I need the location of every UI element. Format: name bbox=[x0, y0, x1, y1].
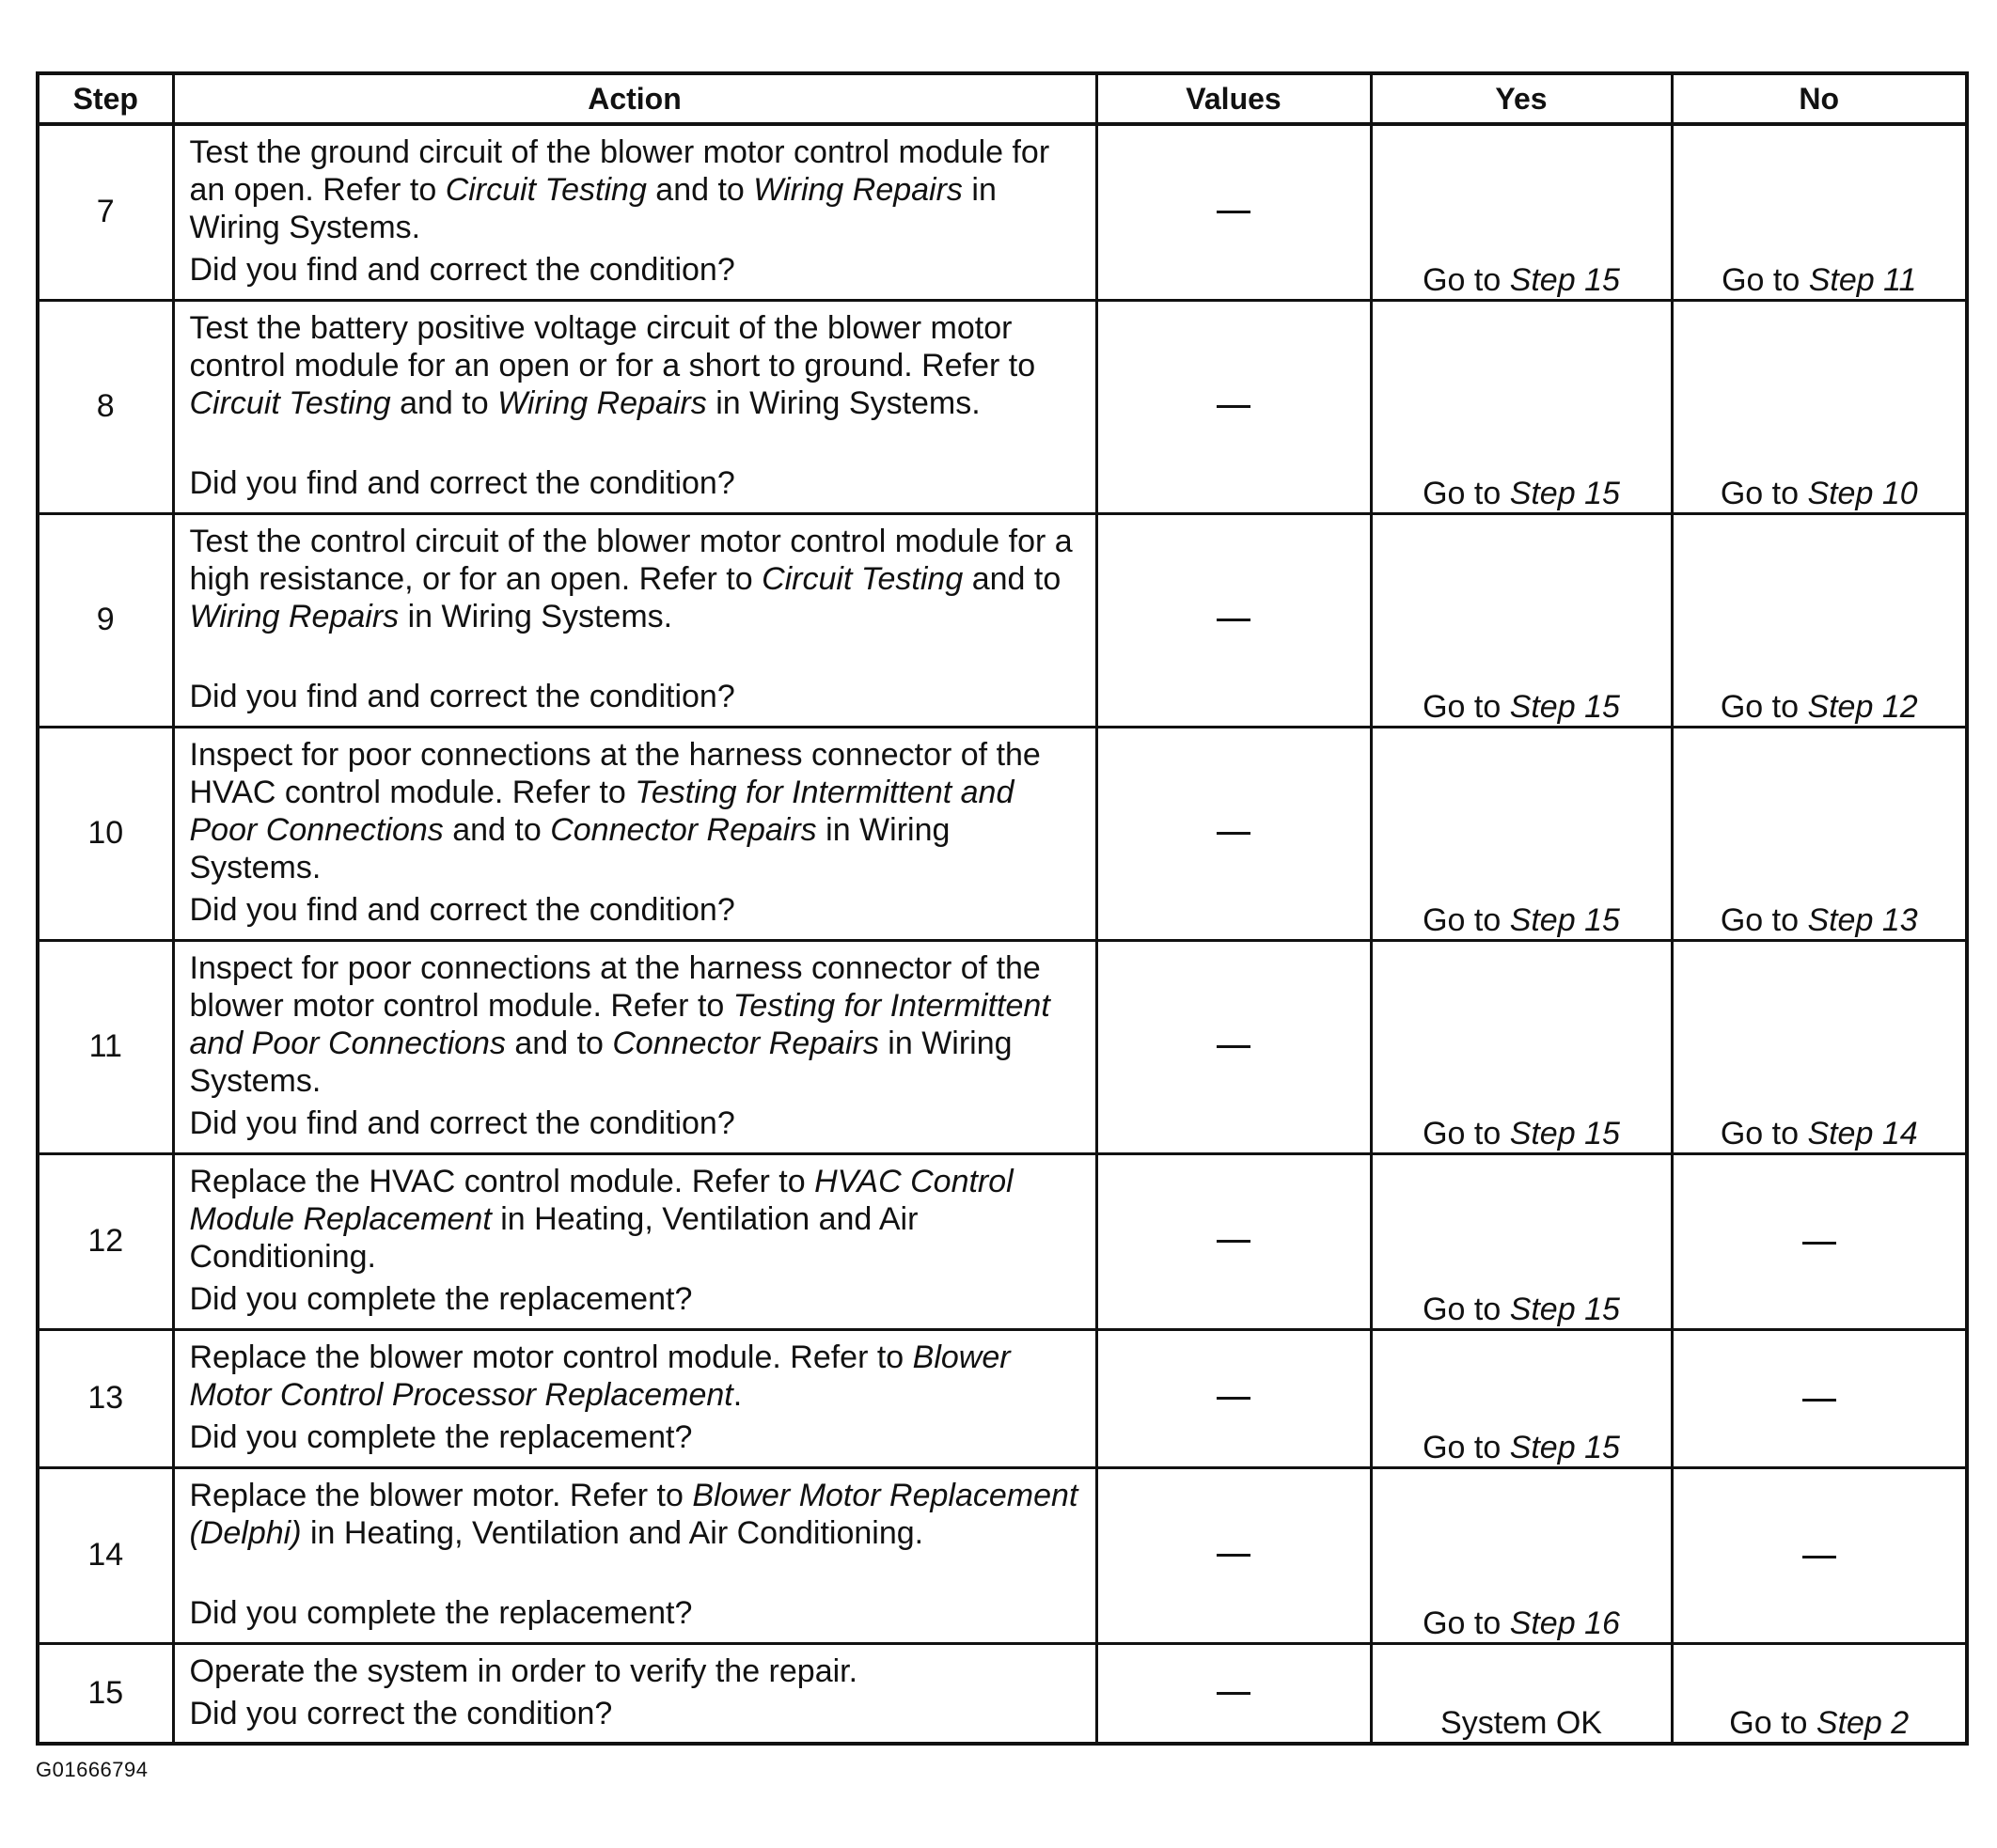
reference-link-text: Wiring Repairs bbox=[497, 384, 707, 421]
step-number: 8 bbox=[38, 300, 173, 513]
yes-result bbox=[1371, 1467, 1672, 1643]
text-run: Go to bbox=[1423, 261, 1510, 298]
text-run: Go to bbox=[1423, 1115, 1510, 1151]
no-result bbox=[1672, 940, 1967, 1153]
action-cell bbox=[173, 1329, 1096, 1467]
dash-mark bbox=[1217, 1397, 1250, 1400]
header-step: Step bbox=[38, 73, 173, 124]
text-run: in Wiring Systems. bbox=[399, 598, 673, 634]
step-number: 9 bbox=[38, 513, 173, 727]
action-question: Did you complete the replacement? bbox=[189, 1280, 693, 1317]
table-row bbox=[38, 1643, 1967, 1744]
diagnostic-table bbox=[36, 71, 1969, 1746]
values-cell bbox=[1096, 1643, 1371, 1744]
step-number: 10 bbox=[38, 727, 173, 940]
reference-link-text: Testing for Intermittent and Poor Connections bbox=[189, 987, 1050, 1061]
action-cell bbox=[173, 124, 1096, 300]
values-cell bbox=[1096, 513, 1371, 727]
reference-link-text: Testing for Intermittent and Poor Connections bbox=[189, 774, 1014, 848]
text-run: in Heating, Ventilation and Air Conditioning. bbox=[189, 1200, 919, 1275]
reference-link-text: Circuit Testing bbox=[445, 172, 647, 208]
table-row bbox=[38, 513, 1967, 727]
dash-mark bbox=[1217, 1692, 1250, 1695]
values-cell bbox=[1096, 124, 1371, 300]
action-question: Did you complete the replacement? bbox=[189, 1594, 693, 1631]
no-result bbox=[1672, 1467, 1967, 1643]
yes-result bbox=[1371, 940, 1672, 1153]
action-cell bbox=[173, 727, 1096, 940]
header-action: Action bbox=[173, 73, 1096, 124]
dash-mark bbox=[1217, 1045, 1250, 1048]
step-number: 11 bbox=[38, 940, 173, 1153]
yes-result bbox=[1371, 1153, 1672, 1329]
action-cell bbox=[173, 1467, 1096, 1643]
no-result bbox=[1672, 124, 1967, 300]
text-run: Replace the blower motor control module. Refer to bbox=[189, 1339, 913, 1375]
reference-link-text: Step 15 bbox=[1509, 1291, 1620, 1327]
figure-id: G01666794 bbox=[36, 1758, 149, 1781]
dash-mark bbox=[1217, 211, 1250, 213]
dash-mark bbox=[1802, 1399, 1836, 1402]
text-run: and to bbox=[443, 811, 551, 848]
action-instruction bbox=[190, 309, 1086, 422]
text-run: Test the control circuit of the blower motor control module for a high resistance, or for an open. Refer to bbox=[189, 523, 1073, 597]
action-cell bbox=[173, 1643, 1096, 1744]
header-no: No bbox=[1672, 73, 1967, 124]
reference-link-text: Connector Repairs bbox=[612, 1025, 879, 1061]
reference-link-text: Step 15 bbox=[1509, 1429, 1620, 1465]
text-run: Go to bbox=[1720, 901, 1808, 938]
text-run: Go to bbox=[1720, 1115, 1808, 1151]
dash-mark bbox=[1802, 1556, 1836, 1558]
no-result bbox=[1672, 727, 1967, 940]
reference-link-text: Connector Repairs bbox=[550, 811, 817, 848]
text-run: . bbox=[732, 1376, 743, 1413]
step-number: 7 bbox=[38, 124, 173, 300]
action-question: Did you find and correct the condition? bbox=[189, 252, 735, 288]
table-row bbox=[38, 940, 1967, 1153]
header-row bbox=[38, 73, 1967, 124]
action-question: Did you find and correct the condition? bbox=[189, 678, 735, 714]
action-cell bbox=[173, 513, 1096, 727]
no-result bbox=[1672, 1329, 1967, 1467]
text-run: and to bbox=[505, 1025, 613, 1061]
text-run: Go to bbox=[1423, 475, 1510, 511]
reference-link-text: Wiring Repairs bbox=[753, 172, 963, 208]
table-row bbox=[38, 300, 1967, 513]
text-run: Go to bbox=[1722, 261, 1809, 298]
reference-link-text: Step 15 bbox=[1509, 688, 1620, 725]
text-run: Go to bbox=[1720, 475, 1808, 511]
dash-mark bbox=[1217, 619, 1250, 621]
text-run: Test the ground circuit of the blower motor control module for an open. Refer to bbox=[189, 134, 1050, 208]
values-cell bbox=[1096, 300, 1371, 513]
table-body bbox=[38, 124, 1967, 1744]
text-run: Go to bbox=[1423, 901, 1510, 938]
no-result bbox=[1672, 300, 1967, 513]
text-run: and to bbox=[646, 172, 754, 208]
text-run: in Wiring Systems. bbox=[189, 811, 951, 885]
step-number: 15 bbox=[38, 1643, 173, 1744]
action-question: Did you find and correct the condition? bbox=[189, 464, 735, 501]
action-instruction bbox=[190, 133, 1086, 246]
text-run: Inspect for poor connections at the harness connector of the HVAC control module. Refer to bbox=[189, 736, 1041, 810]
text-run: Go to bbox=[1729, 1705, 1816, 1741]
action-question: Did you find and correct the condition? bbox=[189, 891, 735, 928]
reference-link-text: Blower Motor Replacement (Delphi) bbox=[189, 1477, 1078, 1551]
no-result bbox=[1672, 1153, 1967, 1329]
text-run: in Wiring Systems. bbox=[706, 384, 981, 421]
text-run: Inspect for poor connections at the harness connector of the blower motor control module. Refer to bbox=[189, 949, 1041, 1024]
action-question: Did you correct the condition? bbox=[189, 1695, 613, 1731]
reference-link-text: Step 11 bbox=[1808, 261, 1917, 298]
values-cell bbox=[1096, 1467, 1371, 1643]
reference-link-text: Step 15 bbox=[1509, 261, 1620, 298]
text-run: in Wiring Systems. bbox=[189, 1025, 1013, 1099]
values-cell bbox=[1096, 727, 1371, 940]
yes-result bbox=[1371, 1329, 1672, 1467]
table-row bbox=[38, 1329, 1967, 1467]
yes-result bbox=[1371, 124, 1672, 300]
reference-link-text: Step 12 bbox=[1807, 688, 1918, 725]
reference-link-text: Blower Motor Control Processor Replacement bbox=[189, 1339, 1011, 1413]
yes-result bbox=[1371, 513, 1672, 727]
text-run: Operate the system in order to verify the repair. bbox=[189, 1652, 858, 1689]
table-row bbox=[38, 1467, 1967, 1643]
reference-link-text: Step 15 bbox=[1509, 475, 1620, 511]
action-instruction bbox=[190, 949, 1086, 1100]
action-instruction bbox=[190, 523, 1086, 635]
reference-link-text: Step 14 bbox=[1807, 1115, 1918, 1151]
reference-link-text: Step 10 bbox=[1807, 475, 1918, 511]
table-row bbox=[38, 124, 1967, 300]
reference-link-text: Step 15 bbox=[1509, 901, 1620, 938]
text-run: Replace the blower motor. Refer to bbox=[189, 1477, 693, 1513]
reference-link-text: Wiring Repairs bbox=[189, 598, 400, 634]
reference-link-text: HVAC Control Module Replacement bbox=[189, 1163, 1014, 1237]
reference-link-text: Step 16 bbox=[1509, 1605, 1620, 1641]
reference-link-text: Circuit Testing bbox=[189, 384, 391, 421]
text-run: Replace the HVAC control module. Refer to bbox=[189, 1163, 815, 1199]
table-row bbox=[38, 727, 1967, 940]
values-cell bbox=[1096, 1153, 1371, 1329]
text-run: in Wiring Systems. bbox=[189, 172, 997, 245]
action-instruction bbox=[190, 1652, 1086, 1690]
text-run: Go to bbox=[1423, 1605, 1510, 1641]
dash-mark bbox=[1802, 1242, 1836, 1245]
action-cell bbox=[173, 1153, 1096, 1329]
reference-link-text: Step 2 bbox=[1816, 1705, 1910, 1741]
dash-mark bbox=[1217, 832, 1250, 835]
yes-result bbox=[1371, 300, 1672, 513]
header-values: Values bbox=[1096, 73, 1371, 124]
yes-result bbox=[1371, 1643, 1672, 1744]
text-run: Go to bbox=[1423, 688, 1510, 725]
dash-mark bbox=[1217, 405, 1250, 408]
action-cell bbox=[173, 300, 1096, 513]
yes-result bbox=[1371, 727, 1672, 940]
text-run: System OK bbox=[1440, 1705, 1602, 1741]
step-number: 13 bbox=[38, 1329, 173, 1467]
action-question: Did you complete the replacement? bbox=[189, 1418, 693, 1455]
action-cell bbox=[173, 940, 1096, 1153]
table-row bbox=[38, 1153, 1967, 1329]
no-result bbox=[1672, 513, 1967, 727]
text-run: and to bbox=[963, 560, 1061, 597]
text-run: Go to bbox=[1423, 1291, 1510, 1327]
reference-link-text: Step 15 bbox=[1509, 1115, 1620, 1151]
text-run: Test the battery positive voltage circuit of the blower motor control module for an open or for a short to ground. Refer to bbox=[189, 309, 1036, 384]
text-run: in Heating, Ventilation and Air Conditioning. bbox=[301, 1514, 924, 1551]
no-result bbox=[1672, 1643, 1967, 1744]
dash-mark bbox=[1217, 1554, 1250, 1557]
step-number: 14 bbox=[38, 1467, 173, 1643]
reference-link-text: Step 13 bbox=[1807, 901, 1918, 938]
action-instruction bbox=[190, 1339, 1086, 1414]
step-number: 12 bbox=[38, 1153, 173, 1329]
action-instruction bbox=[190, 1163, 1086, 1276]
values-cell bbox=[1096, 1329, 1371, 1467]
dash-mark bbox=[1217, 1240, 1250, 1243]
action-instruction bbox=[190, 1477, 1086, 1552]
header-yes: Yes bbox=[1371, 73, 1672, 124]
text-run: Go to bbox=[1720, 688, 1808, 725]
text-run: and to bbox=[390, 384, 498, 421]
values-cell bbox=[1096, 940, 1371, 1153]
reference-link-text: Circuit Testing bbox=[762, 560, 964, 597]
action-question: Did you find and correct the condition? bbox=[189, 1104, 735, 1141]
text-run: Go to bbox=[1423, 1429, 1510, 1465]
action-instruction bbox=[190, 736, 1086, 886]
